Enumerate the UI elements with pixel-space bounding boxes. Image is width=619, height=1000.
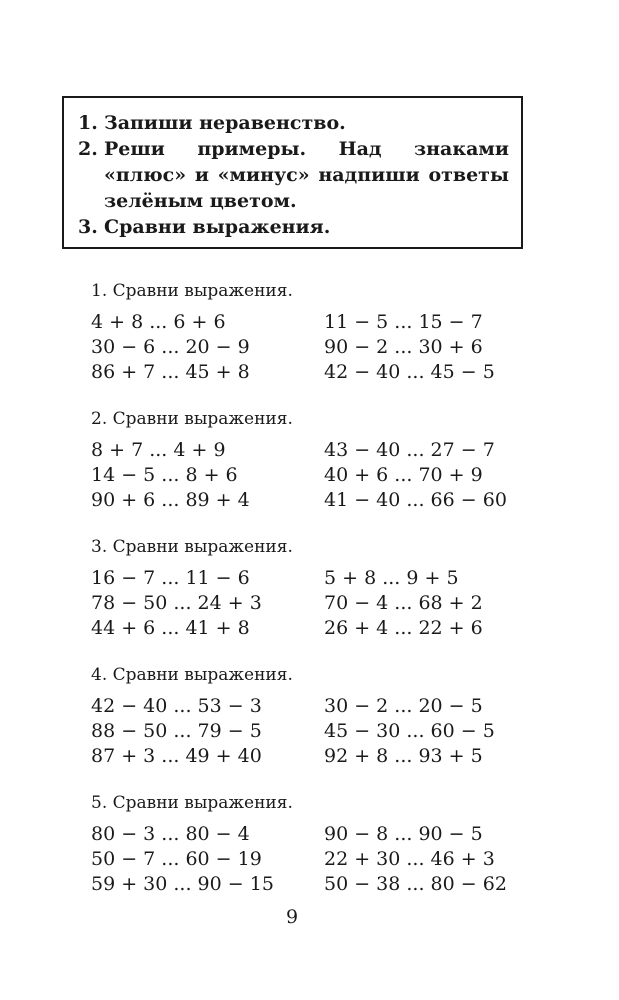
expression-left: 86 + 7 ... 45 + 8 — [91, 361, 250, 383]
expression-row — [91, 566, 531, 591]
expression-left: 80 − 3 ... 80 − 4 — [91, 823, 250, 845]
instruction-text: Запиши неравенство. — [104, 112, 346, 134]
page-number: 9 — [285, 906, 299, 928]
exercise-section — [91, 406, 531, 513]
expression-right: 42 − 40 ... 45 − 5 — [324, 361, 495, 383]
expression-row — [91, 310, 531, 335]
expression-rows — [91, 822, 531, 897]
expression-right: 90 − 2 ... 30 + 6 — [324, 336, 483, 358]
section-title: 4. Сравни выражения. — [91, 665, 293, 685]
expression-left: 16 − 7 ... 11 − 6 — [91, 567, 250, 589]
section-title: 3. Сравни выражения. — [91, 537, 293, 557]
expression-right: 11 − 5 ... 15 − 7 — [324, 311, 483, 333]
exercise-sections — [91, 278, 531, 918]
instruction-item — [78, 136, 509, 214]
expression-right: 5 + 8 ... 9 + 5 — [324, 567, 459, 589]
expression-right: 40 + 6 ... 70 + 9 — [324, 464, 483, 486]
expression-left: 90 + 6 ... 89 + 4 — [91, 489, 250, 511]
expression-row — [91, 744, 531, 769]
expression-left: 50 − 7 ... 60 − 19 — [91, 848, 262, 870]
expression-row — [91, 719, 531, 744]
expression-right: 30 − 2 ... 20 − 5 — [324, 695, 483, 717]
instruction-number: 1. — [78, 112, 98, 134]
expression-right: 45 − 30 ... 60 − 5 — [324, 720, 495, 742]
expression-right: 90 − 8 ... 90 − 5 — [324, 823, 483, 845]
expression-right: 41 − 40 ... 66 − 60 — [324, 489, 507, 511]
expression-row — [91, 847, 531, 872]
expression-right: 22 + 30 ... 46 + 3 — [324, 848, 495, 870]
expression-row — [91, 591, 531, 616]
instruction-text: Сравни выражения. — [104, 216, 331, 238]
expression-rows — [91, 438, 531, 513]
expression-row — [91, 463, 531, 488]
expression-row — [91, 822, 531, 847]
expression-right: 50 − 38 ... 80 − 62 — [324, 873, 507, 895]
expression-row — [91, 438, 531, 463]
expression-left: 14 − 5 ... 8 + 6 — [91, 464, 238, 486]
expression-right: 43 − 40 ... 27 − 7 — [324, 439, 495, 461]
expression-row — [91, 488, 531, 513]
expression-right: 26 + 4 ... 22 + 6 — [324, 617, 483, 639]
instruction-text: Реши примеры. Над знаками «плюс» и «минус» надпиши ответы зелёным цветом. — [104, 138, 509, 212]
expression-row — [91, 694, 531, 719]
expression-left: 59 + 30 ... 90 − 15 — [91, 873, 274, 895]
instruction-item — [78, 110, 509, 136]
expression-rows — [91, 566, 531, 641]
expression-right: 92 + 8 ... 93 + 5 — [324, 745, 483, 767]
expression-row — [91, 335, 531, 360]
expression-left: 87 + 3 ... 49 + 40 — [91, 745, 262, 767]
expression-left: 78 − 50 ... 24 + 3 — [91, 592, 262, 614]
expression-left: 44 + 6 ... 41 + 8 — [91, 617, 250, 639]
exercise-section — [91, 278, 531, 385]
exercise-section — [91, 662, 531, 769]
expression-left: 30 − 6 ... 20 − 9 — [91, 336, 250, 358]
instructions-box — [62, 96, 523, 249]
expression-left: 4 + 8 ... 6 + 6 — [91, 311, 226, 333]
expression-right: 70 − 4 ... 68 + 2 — [324, 592, 483, 614]
expression-row — [91, 872, 531, 897]
expression-left: 42 − 40 ... 53 − 3 — [91, 695, 262, 717]
expression-row — [91, 360, 531, 385]
exercise-section — [91, 534, 531, 641]
expression-left: 88 − 50 ... 79 − 5 — [91, 720, 262, 742]
instruction-item — [78, 214, 509, 240]
instruction-number: 3. — [78, 216, 98, 238]
section-title: 1. Сравни выражения. — [91, 281, 293, 301]
instruction-number: 2. — [78, 138, 98, 160]
exercise-section — [91, 790, 531, 897]
expression-row — [91, 616, 531, 641]
section-title: 2. Сравни выражения. — [91, 409, 293, 429]
section-title: 5. Сравни выражения. — [91, 793, 293, 813]
expression-left: 8 + 7 ... 4 + 9 — [91, 439, 226, 461]
expression-rows — [91, 310, 531, 385]
expression-rows — [91, 694, 531, 769]
